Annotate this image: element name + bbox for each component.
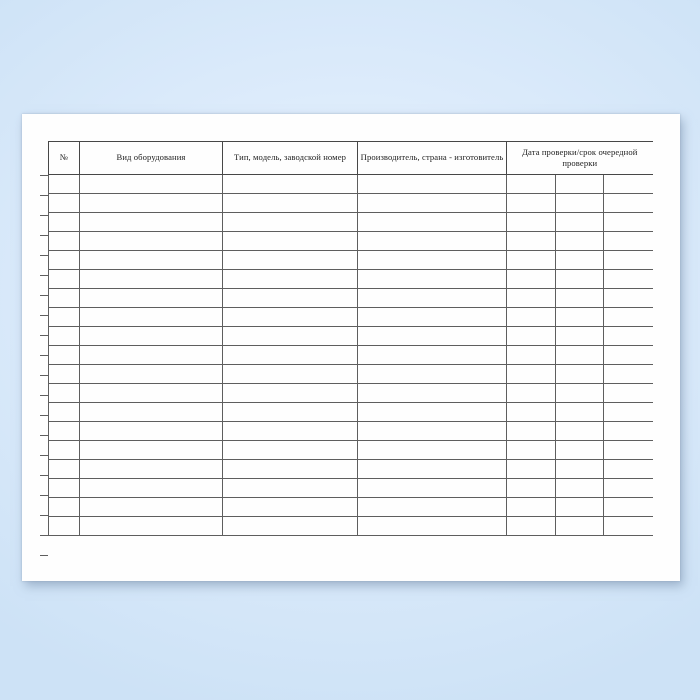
table-cell	[358, 498, 507, 517]
table-cell	[507, 270, 556, 289]
table-cell	[49, 384, 80, 403]
table-cell	[49, 498, 80, 517]
table-cell	[358, 403, 507, 422]
table-cell	[507, 289, 556, 308]
table-cell	[604, 289, 653, 308]
table-cell	[223, 479, 358, 498]
table-cell	[80, 175, 223, 194]
table-cell	[358, 308, 507, 327]
table-cell	[223, 517, 358, 536]
table-row	[49, 384, 653, 403]
table-cell	[49, 346, 80, 365]
table-row	[49, 403, 653, 422]
table-row	[49, 365, 653, 384]
table-cell	[604, 175, 653, 194]
table-cell	[556, 460, 604, 479]
table-row	[49, 270, 653, 289]
table-cell	[507, 232, 556, 251]
table-cell	[507, 441, 556, 460]
row-line-left-overhang	[40, 175, 48, 556]
table-cell	[507, 422, 556, 441]
table-cell	[80, 479, 223, 498]
table-cell	[223, 327, 358, 346]
table-cell	[358, 251, 507, 270]
table-cell	[49, 270, 80, 289]
table-cell	[507, 384, 556, 403]
table-cell	[80, 384, 223, 403]
table-row	[49, 327, 653, 346]
table-cell	[49, 213, 80, 232]
table-cell	[507, 460, 556, 479]
table-cell	[556, 441, 604, 460]
table-cell	[556, 422, 604, 441]
table-cell	[556, 232, 604, 251]
table-cell	[49, 251, 80, 270]
header-check-dates: Дата проверки/срок очередной проверки	[507, 142, 653, 175]
header-number: №	[49, 142, 80, 175]
table-cell	[223, 194, 358, 213]
table-cell	[556, 289, 604, 308]
table-cell	[223, 384, 358, 403]
table-cell	[604, 384, 653, 403]
table-cell	[358, 441, 507, 460]
table-cell	[556, 403, 604, 422]
table-row	[49, 441, 653, 460]
table-row	[49, 346, 653, 365]
table-cell	[223, 232, 358, 251]
table-cell	[556, 517, 604, 536]
table-cell	[556, 365, 604, 384]
table-cell	[507, 213, 556, 232]
table-cell	[358, 232, 507, 251]
table-cell	[507, 346, 556, 365]
table-cell	[223, 175, 358, 194]
table-cell	[223, 422, 358, 441]
table-cell	[358, 517, 507, 536]
table-cell	[80, 213, 223, 232]
table-cell	[358, 194, 507, 213]
table-cell	[604, 213, 653, 232]
table-cell	[358, 346, 507, 365]
table-cell	[556, 213, 604, 232]
table-cell	[223, 270, 358, 289]
table-cell	[49, 194, 80, 213]
table-cell	[49, 232, 80, 251]
table-cell	[223, 308, 358, 327]
table-cell	[556, 175, 604, 194]
table-row	[49, 251, 653, 270]
table-cell	[358, 384, 507, 403]
table-cell	[223, 346, 358, 365]
table-row	[49, 175, 653, 194]
table-cell	[604, 479, 653, 498]
table-cell	[80, 422, 223, 441]
table-row	[49, 232, 653, 251]
table-cell	[604, 251, 653, 270]
table-cell	[556, 270, 604, 289]
table-cell	[223, 441, 358, 460]
table-cell	[507, 251, 556, 270]
table-cell	[556, 479, 604, 498]
table-cell	[49, 308, 80, 327]
table-cell	[507, 498, 556, 517]
table-cell	[223, 289, 358, 308]
table-cell	[80, 270, 223, 289]
table-cell	[604, 270, 653, 289]
table-cell	[604, 441, 653, 460]
table-cell	[604, 365, 653, 384]
table-cell	[604, 460, 653, 479]
table-row	[49, 308, 653, 327]
table-cell	[604, 232, 653, 251]
table-cell	[49, 289, 80, 308]
table-row	[49, 213, 653, 232]
table-row	[49, 460, 653, 479]
table-cell	[358, 479, 507, 498]
table-cell	[556, 308, 604, 327]
table-cell	[49, 479, 80, 498]
table-cell	[507, 479, 556, 498]
table-cell	[604, 327, 653, 346]
table-cell	[604, 346, 653, 365]
table-cell	[49, 441, 80, 460]
table-cell	[80, 308, 223, 327]
table-cell	[80, 441, 223, 460]
table-cell	[604, 194, 653, 213]
table-cell	[556, 384, 604, 403]
table-header-row	[49, 142, 653, 175]
table-cell	[358, 327, 507, 346]
table-cell	[49, 327, 80, 346]
table-cell	[507, 517, 556, 536]
table-cell	[604, 498, 653, 517]
table-cell	[49, 175, 80, 194]
table-cell	[49, 365, 80, 384]
table-cell	[223, 403, 358, 422]
table-cell	[223, 251, 358, 270]
table-row	[49, 194, 653, 213]
table-cell	[49, 422, 80, 441]
table-cell	[80, 460, 223, 479]
table-body	[49, 175, 653, 536]
table-cell	[80, 289, 223, 308]
header-model-serial: Тип, модель, заводской номер	[223, 142, 358, 175]
table-row	[49, 517, 653, 536]
table-cell	[358, 213, 507, 232]
table-cell	[358, 365, 507, 384]
table-cell	[507, 194, 556, 213]
table-cell	[223, 498, 358, 517]
table-cell	[358, 460, 507, 479]
table-cell	[556, 346, 604, 365]
table-cell	[80, 403, 223, 422]
table-cell	[80, 251, 223, 270]
table-row	[49, 498, 653, 517]
table-cell	[507, 175, 556, 194]
table-cell	[556, 251, 604, 270]
table-cell	[80, 498, 223, 517]
table-cell	[80, 327, 223, 346]
header-manufacturer-country: Производитель, страна - изготовитель	[358, 142, 507, 175]
table-cell	[604, 422, 653, 441]
equipment-register-table	[48, 141, 653, 536]
table-cell	[80, 194, 223, 213]
table-cell	[49, 403, 80, 422]
table-cell	[358, 175, 507, 194]
table-cell	[507, 365, 556, 384]
table-row	[49, 479, 653, 498]
table-cell	[223, 365, 358, 384]
table-cell	[80, 232, 223, 251]
table-row	[49, 289, 653, 308]
table-cell	[223, 460, 358, 479]
table-cell	[556, 194, 604, 213]
table-cell	[49, 460, 80, 479]
table-cell	[358, 270, 507, 289]
table-cell	[507, 403, 556, 422]
table-cell	[604, 308, 653, 327]
table-cell	[604, 517, 653, 536]
table-cell	[49, 517, 80, 536]
table-cell	[80, 346, 223, 365]
table-cell	[604, 403, 653, 422]
table-cell	[358, 289, 507, 308]
document-sheet	[22, 114, 680, 581]
table-cell	[556, 498, 604, 517]
table-cell	[80, 365, 223, 384]
table-cell	[80, 517, 223, 536]
table-row	[49, 422, 653, 441]
table-cell	[507, 327, 556, 346]
table-cell	[358, 422, 507, 441]
table-cell	[223, 213, 358, 232]
table-cell	[507, 308, 556, 327]
table-cell	[556, 327, 604, 346]
header-equipment-type: Вид оборудования	[80, 142, 223, 175]
